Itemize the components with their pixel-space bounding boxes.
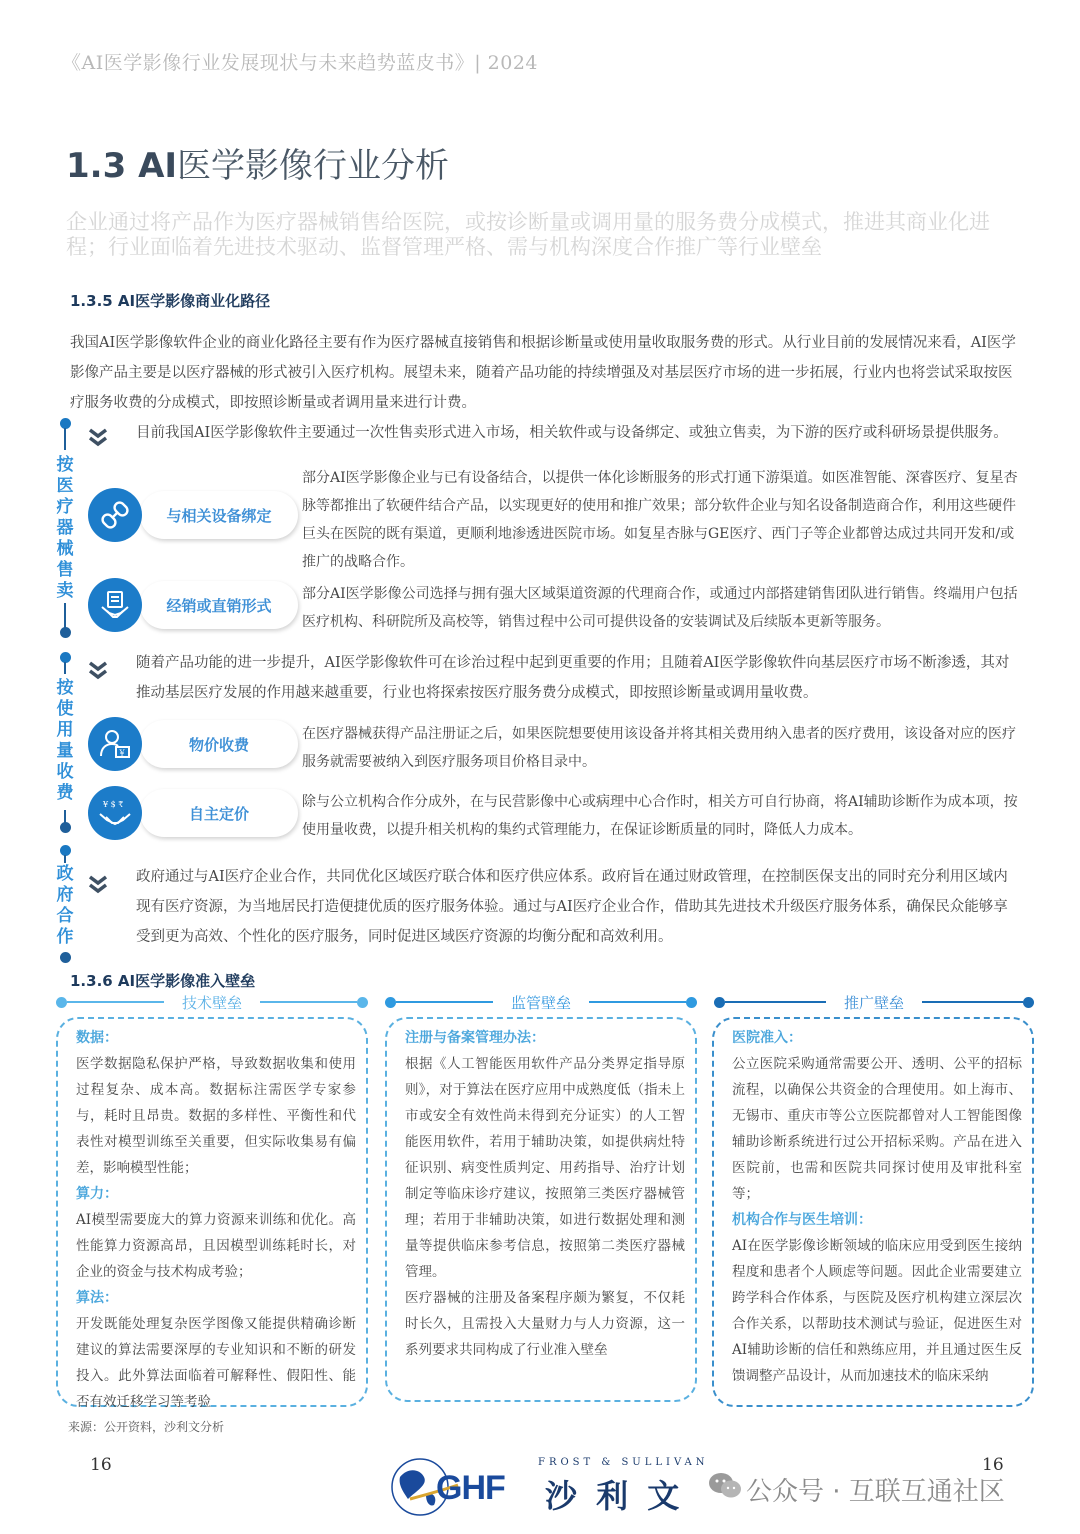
timeline-dot [60, 627, 71, 638]
wechat-icon [708, 1471, 742, 1501]
summary-text: 企业通过将产品作为医疗器械销售给医院，或按诊断量或调用量的服务费分成模式，推进其商业化进程；行业面临着先进技术驱动、监督管理严格、需与机构深度合作推广等行业壁垒 [66, 210, 990, 259]
header-dot [1023, 997, 1034, 1008]
side-label-government: 政府合作 [56, 864, 74, 947]
item-text-price-charging: 在医疗器械获得产品注册证之后，如果医院想要使用该设备并将其相关费用纳入患者的医疗费用，该设备对应的医疗服务就需要被纳入到医疗服务项目价格目录中。 [302, 726, 1016, 770]
header-line [589, 1001, 686, 1003]
double-chevron-down-icon [86, 658, 110, 682]
section-heading-136: 1.3.6 AI医学影像准入壁垒 [70, 972, 256, 990]
group-lead-text: 随着产品功能的进一步提升，AI医学影像软件可在诊治过程中起到更重要的作用；且随着AI医学影像软件向基层医疗市场不断渗透，其对推动基层医疗发展的作用越来越重要，行业也将探索按医疗服务费分成模式，即按照诊断量或调用量收费。 [136, 655, 1010, 701]
barrier-header-technical [56, 993, 368, 1011]
barrier-text: 医疗器械的注册及备案程序颇为繁复，不仅耗时长久，且需投入大量财力与人力资源，这一系列要求共同构成了行业准入壁垒 [405, 1290, 685, 1358]
header-line [260, 1001, 357, 1003]
document-handshake-icon [88, 578, 142, 632]
item-text-device-binding: 部分AI医学影像企业与已有设备结合，以提供一体化诊断服务的形式打通下游渠道。如医准智能、深睿医疗、复星杏脉等都推出了软硬件结合产品，以实现更好的使用和推广效果；部分软件企业与知名设备制造商合作，利用这些硬件巨头在医院的既有渠道，更顺利地渗透进医院市场。如复星杏脉与GE医疗、西门子等企业都曾达成过共同开发和/或推广的战略合作。 [302, 470, 1018, 570]
source-note: 来源：公开资料，沙利文分析 [68, 1420, 225, 1434]
header-line [725, 1001, 826, 1003]
barrier-title-promotion: 推广壁垒 [844, 993, 905, 1012]
item-text-self-pricing: 除与公立机构合作分成外，在与民营影像中心或病理中心合作时，相关方可自行协商，将AI辅助诊断作为成本项，按使用量收费，以提升相关机构的集约式管理能力，在保证诊断质量的同时，降低人力成本。 [302, 794, 1018, 838]
header-line [922, 1001, 1023, 1003]
user-payment-icon [88, 717, 142, 771]
barrier-box-promotion [712, 1017, 1034, 1407]
frost-sullivan-logo-text: FROST & SULLIVAN [538, 1457, 709, 1468]
item-text-distribution-sales: 部分AI医学影像公司选择与拥有强大区域渠道资源的代理商合作，或通过内部搭建销售团队进行销售。终端用户包括医疗机构、科研院所及高校等，销售过程中公司可提供设备的安装调试及后续版本更新等服务。 [302, 586, 1018, 630]
timeline-line [64, 855, 66, 863]
group-lead-text: 政府通过与AI医疗企业合作，共同优化区域医疗联合体和医疗供应体系。政府旨在通过财政管理，在控制医保支出的同时充分利用区域内现有医疗资源，为当地居民打造便捷优质的医疗服务体验。通过与AI医疗企业合作，借助其先进技术升级医疗服务体系，确保民众能够享受到更为高效、个性化的医疗服务，同时促进区域医疗资源的均衡分配和高效利用。 [136, 869, 1008, 945]
page-title-rest: 医学影像行业分析 [177, 146, 450, 186]
shaliwen-logo-text: 沙 利 文 [545, 1477, 684, 1515]
svg-text:¥: ¥ [119, 748, 125, 758]
header-line [67, 1001, 164, 1003]
barrier-text: AI模型需要庞大的算力资源来训练和优化。高性能算力资源高昂，且因模型训练耗时长，对企业的资金与技术构成考验； [76, 1212, 356, 1280]
barrier-subheading: 算法： [76, 1290, 118, 1306]
barrier-subheading: 机构合作与医生培训： [732, 1212, 872, 1228]
timeline-line [64, 662, 66, 674]
barrier-text: 公立医院采购通常需要公开、透明、公平的招标流程，以确保公共资金的合理使用。如上海市、无锡市、重庆市等公立医院都曾对人工智能图像辅助诊断系统进行过公开招标采购。产品在进入医院前，也需和医院共同探讨使用及审批科室等； [732, 1056, 1022, 1202]
header-line [396, 1001, 493, 1003]
double-chevron-down-icon [86, 425, 110, 449]
chain-link-icon [88, 488, 142, 542]
barrier-title-technical: 技术壁垒 [182, 993, 243, 1012]
page-number-left: 16 [90, 1455, 112, 1475]
timeline-line [64, 428, 66, 450]
barrier-subheading: 注册与备案管理办法： [405, 1030, 545, 1046]
footer-logos [390, 1455, 1050, 1517]
header-dot [357, 997, 368, 1008]
side-label-usage-fee: 按使用量收费 [56, 678, 74, 803]
barrier-subheading: 医院准入： [732, 1030, 802, 1046]
barrier-text: 开发既能处理复杂医学图像又能提供精确诊断建议的算法需要深厚的专业知识和不断的研发投入。此外算法面临着可解释性、假阳性、能否有效迁移学习等考验 [76, 1316, 356, 1410]
side-label-device-sales: 按医疗器械售卖 [56, 455, 74, 601]
barrier-text: 根据《人工智能医用软件产品分类界定指导原则》，对于算法在医疗应用中成熟度低（指未上市或安全有效性尚未得到充分证实）的人工智能医用软件，若用于辅助决策，如提供病灶特征识别、病变性质判定、用药指导、治疗计划制定等临床诊疗建议，按照第三类医疗器械管理；若用于非辅助决策，如进行数据处理和测量等提供临床参考信息，按照第二类医疗器械管理。 [405, 1056, 685, 1280]
page-number-right: 16 [982, 1455, 1004, 1475]
barrier-box-technical [56, 1017, 368, 1410]
pill-distribution-sales: 经销或直销形式 [140, 581, 298, 629]
watermark-text: 公众号 · 互联互通社区 [746, 1477, 1005, 1507]
double-chevron-down-icon [86, 872, 110, 896]
pill-device-binding: 与相关设备绑定 [140, 491, 298, 539]
barrier-title-regulatory: 监管壁垒 [511, 993, 572, 1012]
header-dot [56, 997, 67, 1008]
barrier-header-regulatory [385, 993, 697, 1011]
running-header: 《AI医学影像行业发展现状与未来趋势蓝皮书》| 2024 [62, 52, 539, 74]
barrier-subheading: 数据： [76, 1030, 118, 1046]
barrier-subheading: 算力： [76, 1186, 118, 1202]
header-dot [714, 997, 725, 1008]
barrier-text: AI在医学影像诊断领域的临床应用受到医生接纳程度和患者个人顾虑等问题。因此企业需要建立跨学科合作体系，与医院及医疗机构建立深层次合作关系，以帮助技术测试与验证，促进医生对AI辅助诊断的信任和熟练应用，并且通过医生反馈调整产品设计，从而加速技术的临床采纳 [732, 1238, 1022, 1384]
svg-text:¥ $ ₹: ¥ $ ₹ [103, 800, 124, 809]
page-title-prefix: 1.3 AI [66, 146, 178, 186]
header-dot [686, 997, 697, 1008]
intro-paragraph: 我国AI医学影像软件企业的商业化路径主要有作为医疗器械直接销售和根据诊断量或使用量收取服务费的形式。从行业目前的发展情况来看，AI医学影像产品主要是以医疗器械的形式被引入医疗机构。展望未来，随着产品功能的持续增强及对基层医疗市场的进一步拓展，行业内也将尝试采取按医疗服务收费的分成模式，即按照诊断量或者调用量来进行计费。 [70, 335, 1016, 411]
header-dot [385, 997, 396, 1008]
timeline-dot [60, 952, 71, 963]
pill-price-charging: 物价收费 [140, 720, 298, 768]
timeline-line [64, 603, 66, 628]
timeline-dot [60, 822, 71, 833]
barrier-box-regulatory [385, 1017, 697, 1402]
page-title [66, 138, 449, 187]
ghf-logo-text: GHF [436, 1469, 505, 1507]
section-heading-135: 1.3.5 AI医学影像商业化路径 [70, 292, 271, 310]
barrier-text: 医学数据隐私保护严格，导致数据收集和使用过程复杂、成本高。数据标注需医学专家参与，耗时且昂贵。数据的多样性、平衡性和代表性对模型训练至关重要，但实际收集易有偏差，影响模型性能； [76, 1056, 356, 1176]
pill-self-pricing: 自主定价 [140, 789, 298, 837]
barrier-header-promotion [714, 993, 1034, 1011]
group-lead-text: 目前我国AI医学影像软件主要通过一次性售卖形式进入市场，相关软件或与设备绑定、或独立售卖，为下游的医疗或科研场景提供服务。 [136, 425, 1008, 441]
currency-handshake-icon [88, 786, 142, 840]
